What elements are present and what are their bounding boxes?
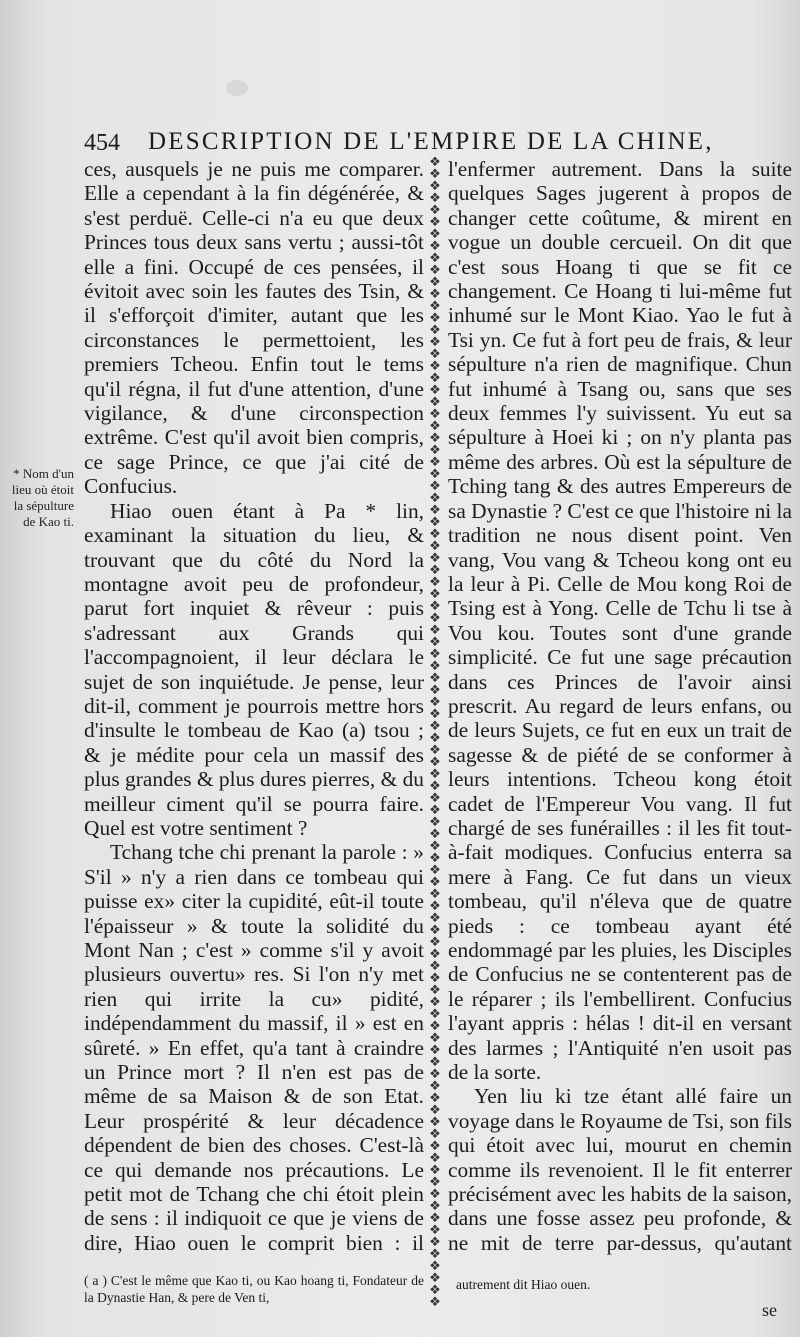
divider-ornament-glyph: ❖ — [429, 887, 441, 902]
divider-ornament-glyph: ❖ — [429, 263, 441, 278]
divider-ornament-glyph: ❖ — [429, 251, 441, 266]
divider-ornament-glyph: ❖ — [429, 335, 441, 350]
divider-ornament-glyph: ❖ — [429, 947, 441, 962]
divider-ornament-glyph: ❖ — [429, 611, 441, 626]
divider-ornament-glyph: ❖ — [429, 1223, 441, 1238]
divider-ornament-glyph: ❖ — [429, 863, 441, 878]
divider-ornament-glyph: ❖ — [429, 815, 441, 830]
divider-ornament-glyph: ❖ — [429, 923, 441, 938]
divider-ornament-glyph: ❖ — [429, 407, 441, 422]
divider-ornament-glyph: ❖ — [429, 1259, 441, 1274]
divider-ornament-glyph: ❖ — [429, 179, 441, 194]
divider-ornament-glyph: ❖ — [429, 623, 441, 638]
divider-ornament-glyph: ❖ — [429, 1151, 441, 1166]
divider-ornament-glyph: ❖ — [429, 215, 441, 230]
left-paragraph-2: Hiao ouen étant à Pa * lin, examinant la situation du lieu, & trouvant que du côté du Nord la montagne avoit peu de profondeur, parut fort inquiet & rêveur : puis s'adressant aux Grands qui l'accompagnoient, il leur déclara le sujet de son inquiétude. Je pense, leur dit-il, comment je pourrois mettre hors d'insulte le tombeau de Kao (a) tsou ; & je médite pour cela un massif des plus grandes & plus dures pierres, & du meilleur ciment qu'il se pourra faire. Quel est votre sentiment ? — [84, 498, 424, 840]
left-column — [84, 157, 424, 1257]
page-header — [84, 126, 794, 160]
divider-ornament-glyph: ❖ — [429, 851, 441, 866]
divider-ornament-glyph: ❖ — [429, 1247, 441, 1262]
divider-ornament-glyph: ❖ — [429, 443, 441, 458]
divider-ornament-glyph: ❖ — [429, 1139, 441, 1154]
divider-ornament-glyph: ❖ — [429, 1295, 441, 1310]
divider-ornament-glyph: ❖ — [429, 707, 441, 722]
divider-ornament-glyph: ❖ — [429, 503, 441, 518]
divider-ornament-glyph: ❖ — [429, 239, 441, 254]
divider-ornament-glyph: ❖ — [429, 1163, 441, 1178]
divider-ornament-glyph: ❖ — [429, 539, 441, 554]
divider-ornament-glyph: ❖ — [429, 455, 441, 470]
divider-ornament-glyph: ❖ — [429, 659, 441, 674]
divider-ornament-glyph: ❖ — [429, 575, 441, 590]
left-paragraph-1: ces, ausquels je ne puis me comparer. Elle a cependant à la fin dégénérée, & s'est perduë. Celle-ci n'a eu que deux Princes tous deux sans vertu ; aussi-tôt elle a fini. Occupé de ces pensées, il évitoit avec soin les fautes des Tsin, & il s'efforçoit d'imiter, autant que les circonstances le permettoient, les premiers Tcheou. Enfin tout le tems qu'il régna, il fut d'une attention, d'une vigilance, & d'une circonspection extrême. C'est qu'il avoit bien compris, ce sage Prince, ce que j'ai cité de Confucius. — [84, 157, 424, 499]
divider-ornament-glyph: ❖ — [429, 1115, 441, 1130]
divider-ornament-glyph: ❖ — [429, 803, 441, 818]
divider-ornament-glyph: ❖ — [429, 1187, 441, 1202]
divider-ornament-glyph: ❖ — [429, 491, 441, 506]
divider-ornament-glyph: ❖ — [429, 779, 441, 794]
divider-ornament-glyph: ❖ — [429, 323, 441, 338]
footnote: ( a ) C'est le même que Kao ti, ou Kao hoang ti, Fondateur de la Dynastie Han, & pere de Ven ti, — [84, 1273, 424, 1305]
divider-ornament-glyph: ❖ — [429, 911, 441, 926]
right-paragraph-1: l'enfermer autrement. Dans la suite quelques Sages jugerent à propos de changer cette coûtume, & mirent en vogue un double cercueil. On dit que c'est sous Hoang ti que se fit ce changement. Ce Hoang ti lui-même fut inhumé sur le Mont Kiao. Yao le fut à Tsi yn. Ce fut à fort peu de frais, & leur sépulture n'a rien de magnifique. Chun fut inhumé à Tsang ou, sans que ses deux femmes l'y suivissent. Yu eut sa sépulture à Hoei ki ; on n'y planta pas même des arbres. Où est la sépulture de Tching tang & des autres Empereurs de sa Dynastie ? C'est ce que l'histoire ni la tradition ne nous disent point. Ven vang, Vou vang & Tcheou kong ont eu la leur à Pi. Celle de Mou kong Roi de Tsing est à Yong. Celle de Tchu li tse à Vou kou. Toutes sont d'une grande simplicité. Ce fut une sage précaution dans ces Princes de l'avoir ainsi prescrit. Au regard de leurs enfans, ou de leurs Sujets, ce fut en eux un trait de sagesse & de piété de se conformer à leurs intentions. Tcheou kong étoit cadet de l'Empereur Vou vang. Il fut chargé de ses funérailles : il les fit tout-à-fait modiques. Confucius enterra sa mere à Fang. Ce fut dans un vieux tombeau, qu'il n'éleva que de quatre pieds : ce tombeau ayant été endommagé par les pluies, les Disciples de Confucius ne se contenterent pas de le réparer ; ils l'embellirent. Confucius l'ayant appris : hélas ! dit-il en versant des larmes ; l'Antiquité n'en usoit pas de la sorte. — [448, 157, 792, 1085]
divider-ornament-glyph: ❖ — [429, 299, 441, 314]
right-column — [448, 157, 792, 1257]
divider-ornament-glyph: ❖ — [429, 371, 441, 386]
divider-ornament-glyph: ❖ — [429, 1271, 441, 1286]
divider-ornament-glyph: ❖ — [429, 935, 441, 950]
divider-ornament-glyph: ❖ — [429, 467, 441, 482]
divider-ornament-glyph: ❖ — [429, 791, 441, 806]
divider-ornament-glyph: ❖ — [429, 767, 441, 782]
divider-ornament-glyph: ❖ — [429, 1103, 441, 1118]
divider-ornament-glyph: ❖ — [429, 839, 441, 854]
divider-ornament-glyph: ❖ — [429, 1235, 441, 1250]
divider-ornament-glyph: ❖ — [429, 755, 441, 770]
divider-ornament-glyph: ❖ — [429, 563, 441, 578]
column-divider-ornament — [424, 157, 446, 1312]
divider-ornament-glyph: ❖ — [429, 1079, 441, 1094]
divider-ornament-glyph: ❖ — [429, 395, 441, 410]
ink-stain — [226, 80, 248, 96]
divider-ornament-glyph: ❖ — [429, 875, 441, 890]
right-paragraph-2: Yen liu ki tze étant allé faire un voyage dans le Royaume de Tsi, son fils qui étoit avec lui, mourut en chemin comme ils revenoient. Il le fit enterrer précisément avec les habits de la saison, dans une fosse assez peu profonde, & ne mit de terre par-dessus, qu'autant — [448, 1084, 792, 1255]
divider-ornament-glyph: ❖ — [429, 1199, 441, 1214]
catchword: se — [762, 1300, 777, 1320]
divider-ornament-glyph: ❖ — [429, 287, 441, 302]
divider-ornament-glyph: ❖ — [429, 1283, 441, 1298]
divider-ornament-glyph: ❖ — [429, 227, 441, 242]
divider-ornament-glyph: ❖ — [429, 983, 441, 998]
divider-ornament-glyph: ❖ — [429, 527, 441, 542]
divider-ornament-glyph: ❖ — [429, 1175, 441, 1190]
divider-ornament-glyph: ❖ — [429, 311, 441, 326]
margin-note: * Nom d'un lieu où étoit la sépulture de Kao ti. — [11, 466, 74, 529]
divider-ornament-glyph: ❖ — [429, 899, 441, 914]
divider-ornament-glyph: ❖ — [429, 995, 441, 1010]
divider-ornament-glyph: ❖ — [429, 167, 441, 182]
divider-ornament-glyph: ❖ — [429, 1091, 441, 1106]
divider-ornament-glyph: ❖ — [429, 719, 441, 734]
divider-ornament-glyph: ❖ — [429, 827, 441, 842]
divider-ornament-glyph: ❖ — [429, 1043, 441, 1058]
divider-ornament-glyph: ❖ — [429, 419, 441, 434]
divider-ornament-glyph: ❖ — [429, 671, 441, 686]
divider-ornament-glyph: ❖ — [429, 731, 441, 746]
divider-ornament-glyph: ❖ — [429, 1067, 441, 1082]
divider-ornament-glyph: ❖ — [429, 959, 441, 974]
divider-ornament-glyph: ❖ — [429, 383, 441, 398]
divider-ornament-glyph: ❖ — [429, 551, 441, 566]
divider-ornament-glyph: ❖ — [429, 347, 441, 362]
divider-ornament-glyph: ❖ — [429, 647, 441, 662]
divider-ornament-glyph: ❖ — [429, 695, 441, 710]
page-number: 454 — [84, 130, 120, 156]
divider-ornament-glyph: ❖ — [429, 1211, 441, 1226]
divider-ornament-glyph: ❖ — [429, 1007, 441, 1022]
divider-ornament-glyph: ❖ — [429, 515, 441, 530]
divider-ornament-glyph: ❖ — [429, 683, 441, 698]
left-paragraph-3: Tchang tche chi prenant la parole : » S'il » n'y a rien dans ce tombeau qui puisse ex» citer la cupidité, eût-il toute l'épaisseur » & toute la solidité du Mont Nan ; c'est » comme s'il y avoit plusieurs ouvertu» res. Si l'on n'y met rien qui irrite la cu» pidité, indépendamment du massif, il » est en sûreté. » En effet, qu'a tant à craindre un Prince mort ? Il n'en est pas de même de sa Maison & de son Etat. Leur prospérité & leur décadence dépendent de bien des choses. C'est-là ce qui demande nos précautions. Le petit mot de Tchang che chi étoit plein de sens : il indiquoit ce que je viens de dire, Hiao ouen le comprit bien : il — [84, 840, 424, 1255]
divider-ornament-glyph: ❖ — [429, 1055, 441, 1070]
divider-ornament-glyph: ❖ — [429, 431, 441, 446]
divider-ornament-glyph: ❖ — [429, 587, 441, 602]
footnote-continued: autrement dit Hiao ouen. — [456, 1277, 591, 1292]
divider-ornament-glyph: ❖ — [429, 1019, 441, 1034]
divider-ornament-glyph: ❖ — [429, 191, 441, 206]
divider-ornament-glyph: ❖ — [429, 359, 441, 374]
divider-ornament-glyph: ❖ — [429, 275, 441, 290]
divider-ornament-glyph: ❖ — [429, 1127, 441, 1142]
running-title: DESCRIPTION DE L'EMPIRE DE LA CHINE, — [148, 128, 714, 155]
divider-ornament-glyph: ❖ — [429, 1031, 441, 1046]
divider-ornament-glyph: ❖ — [429, 635, 441, 650]
divider-ornament-glyph: ❖ — [429, 479, 441, 494]
divider-ornament-glyph: ❖ — [429, 203, 441, 218]
divider-ornament-glyph: ❖ — [429, 157, 441, 170]
divider-ornament-glyph: ❖ — [429, 971, 441, 986]
divider-ornament-glyph: ❖ — [429, 599, 441, 614]
divider-ornament-glyph: ❖ — [429, 743, 441, 758]
